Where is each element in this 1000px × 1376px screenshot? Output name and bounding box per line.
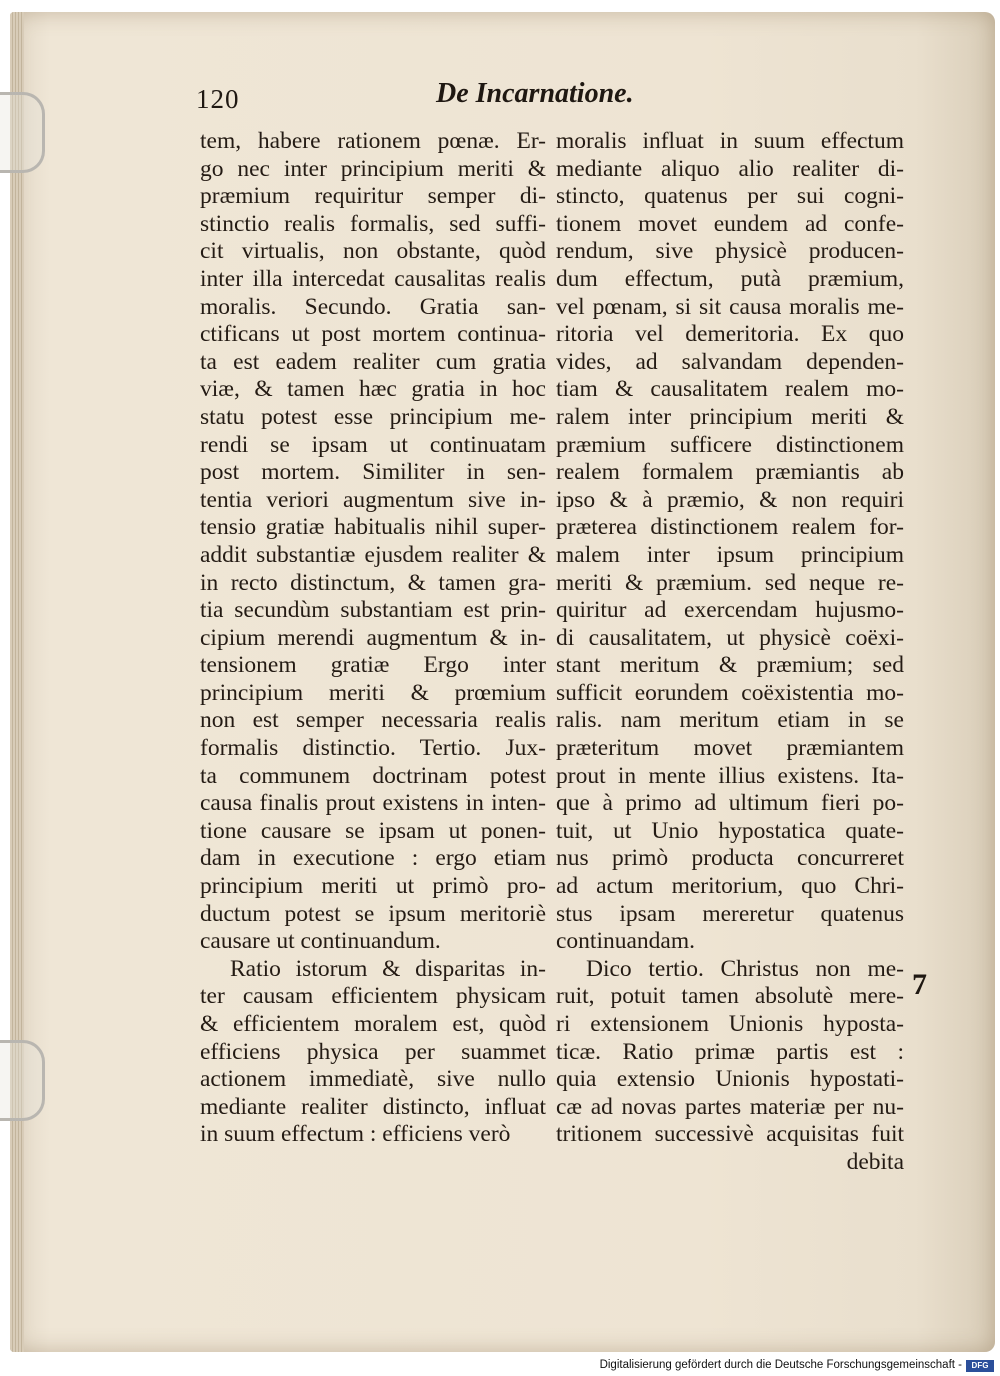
text-line: malem inter ipsum principium	[556, 541, 904, 568]
text-line: que à primo ad ultimum fieri po-	[556, 790, 904, 817]
text-line: ralis. nam meritum etiam in se	[556, 707, 904, 734]
text-line: stinctio realis formalis, sed suffi-	[200, 210, 546, 237]
text-line: tiam & causalitatem realem mo-	[556, 376, 904, 403]
text-line: di causalitatem, ut physicè coëxi-	[556, 624, 904, 651]
text-line: sufficit eorundem coëxistentia mo-	[556, 679, 904, 706]
text-line: nus primò producta concurreret	[556, 845, 904, 872]
text-line: rendum, sive physicè producen-	[556, 238, 904, 265]
text-line: tionem movet eundem ad confe-	[556, 210, 904, 237]
header-title: De Incarnatione.	[436, 78, 634, 109]
text-line: viæ, & tamen hæc gratia in hoc	[200, 376, 546, 403]
text-line: ritoria vel demeritoria. Ex quo	[556, 321, 904, 348]
text-line: ad actum meritorium, quo Chri-	[556, 873, 904, 900]
right-text-column	[556, 128, 904, 1177]
text-line: moralis influat in suum effectum	[556, 128, 904, 154]
text-line: quia extensio Unionis hypostati-	[556, 1066, 904, 1093]
page-number: 120	[196, 84, 240, 114]
text-line: in suum effectum : efficiens verò	[200, 1121, 511, 1148]
text-line: causare ut continuandum.	[200, 928, 441, 955]
text-line: mediante aliquo alio realiter di-	[556, 155, 904, 182]
text-line: efficiens physica per suammet	[200, 1038, 546, 1065]
text-line: in recto distinctum, & tamen gra-	[200, 569, 546, 596]
book-clasp-bottom	[0, 1040, 45, 1121]
text-line: præmium sufficere distinctionem	[556, 431, 904, 458]
text-line: vides, ad salvandam dependen-	[556, 348, 904, 375]
text-line: mediante realiter distincto, influat	[200, 1093, 546, 1120]
text-line: realem formalem præmiantis ab	[556, 459, 904, 486]
text-line: principium meriti & prœmium	[200, 679, 546, 706]
text-line: quiritur ad exercendam hujusmo-	[556, 597, 904, 624]
text-line: causa finalis prout existens in inten-	[200, 790, 546, 817]
text-line: præteritum movet præmiantem	[556, 735, 904, 762]
left-text-column	[200, 128, 546, 1149]
text-line: ticæ. Ratio primæ partis est :	[556, 1038, 904, 1065]
text-line: ruit, potuit tamen absolutè mere-	[556, 983, 904, 1010]
text-line: ductum potest se ipsum meritoriè	[200, 900, 546, 927]
text-line: ri extensionem Unionis hyposta-	[556, 1011, 904, 1037]
text-line: tem, habere rationem pœnæ. Er-	[200, 128, 546, 154]
text-line: principium meriti ut primò pro-	[200, 873, 546, 900]
text-line: post mortem. Similiter in sen-	[200, 459, 546, 486]
text-line: dum effectum, putà præmium,	[556, 265, 904, 292]
text-line: stus ipsam mereretur quatenus	[556, 900, 904, 927]
text-line: Dico tertio. Christus non me-	[586, 955, 904, 982]
text-line: rendi se ipsam ut continuatam	[200, 431, 546, 458]
text-line: præterea distinctionem realem for-	[556, 514, 904, 541]
text-line: vel pœnam, si sit causa moralis me-	[556, 293, 904, 320]
text-line: tritionem successivè acquisitas fuit	[556, 1121, 904, 1148]
text-line: & efficientem moralem est, quòd	[200, 1011, 546, 1037]
text-line: stincto, quatenus per sui cogni-	[556, 183, 904, 210]
dfg-logo: DFG	[966, 1360, 994, 1372]
text-line: tentia veriori augmentum sive in-	[200, 486, 546, 513]
text-line: ta est eadem realiter cum gratia	[200, 348, 546, 375]
text-line: cit virtualis, non obstante, quòd	[200, 238, 546, 265]
text-line: tione causare se ipsam ut ponen-	[200, 817, 546, 844]
funding-credit: Digitalisierung gefördert durch die Deutsche Forschungsgemeinschaft -	[599, 1359, 962, 1371]
text-line: meriti & præmium. sed neque re-	[556, 569, 904, 596]
text-line: cipium merendi augmentum & in-	[200, 624, 546, 651]
book-clasp-top	[0, 92, 45, 173]
text-line: inter illa intercedat causalitas realis	[200, 265, 546, 292]
text-line: ralem inter principium meriti &	[556, 403, 904, 430]
text-line: continuandam.	[556, 928, 696, 955]
page-edges	[10, 12, 24, 1352]
text-line: cæ ad novas partes materiæ per nu-	[556, 1093, 904, 1120]
text-line: prout in mente illius existens. Ita-	[556, 762, 904, 789]
text-line: ctificans ut post mortem continua-	[200, 321, 546, 348]
text-line: actionem immediatè, sive nullo	[200, 1066, 546, 1093]
text-line: formalis distinctio. Tertio. Jux-	[200, 735, 546, 762]
text-line: addit substantiæ ejusdem realiter &	[200, 541, 546, 568]
text-line: tuit, ut Unio hypostatica quate-	[556, 817, 904, 844]
text-line: non est semper necessaria realis	[200, 707, 546, 734]
text-line: ipso & à præmio, & non requiri	[556, 486, 904, 513]
text-line: Ratio istorum & disparitas in-	[230, 955, 546, 982]
text-line: debita	[846, 1148, 904, 1175]
text-line: præmium requiritur semper di-	[200, 183, 546, 210]
text-line: tensionem gratiæ Ergo inter	[200, 652, 546, 679]
text-line: tensio gratiæ habitualis nihil super-	[200, 514, 546, 541]
text-line: statu potest esse principium me-	[200, 403, 546, 430]
text-line: moralis. Secundo. Gratia san-	[200, 293, 546, 320]
text-line: ta communem doctrinam potest	[200, 762, 546, 789]
text-line: ter causam efficientem physicam	[200, 983, 546, 1010]
margin-note-number: 7	[912, 968, 927, 1001]
text-line: dam in executione : ergo etiam	[200, 845, 546, 872]
text-line: stant meritum & præmium; sed	[556, 652, 904, 679]
text-line: go nec inter principium meriti &	[200, 155, 546, 182]
text-line: tia secundùm substantiam est prin-	[200, 597, 546, 624]
